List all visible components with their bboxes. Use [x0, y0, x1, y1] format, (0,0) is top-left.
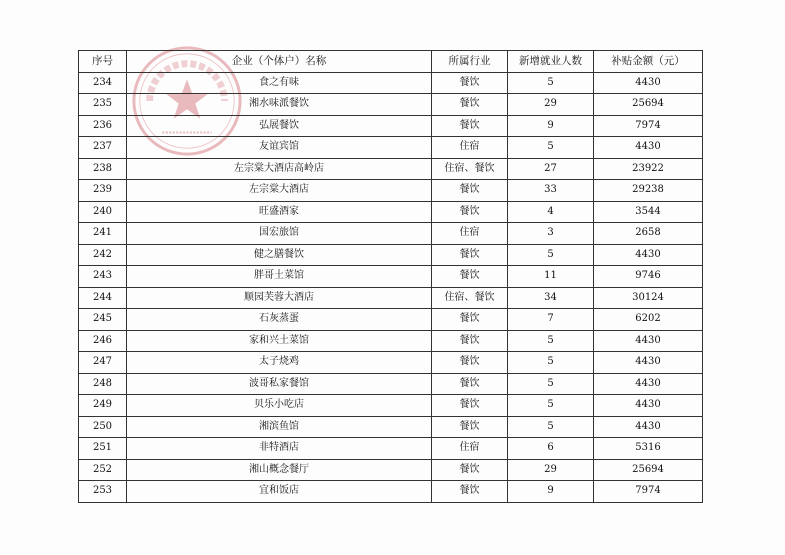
cell-industry: 餐饮 — [432, 395, 508, 417]
cell-industry: 餐饮 — [432, 330, 508, 352]
cell-serial-number: 238 — [79, 158, 127, 180]
cell-subsidy-amount: 7974 — [594, 481, 703, 503]
cell-enterprise-name: 湘水味派餐饮 — [127, 94, 432, 116]
cell-subsidy-amount: 4430 — [594, 137, 703, 159]
cell-industry: 餐饮 — [432, 115, 508, 137]
cell-serial-number: 245 — [79, 309, 127, 331]
cell-industry: 餐饮 — [432, 180, 508, 202]
cell-new-employment: 9 — [508, 115, 594, 137]
cell-subsidy-amount: 6202 — [594, 309, 703, 331]
cell-new-employment: 5 — [508, 373, 594, 395]
cell-new-employment: 27 — [508, 158, 594, 180]
table-row — [79, 266, 703, 288]
cell-enterprise-name: 左宗棠大酒店高岭店 — [127, 158, 432, 180]
cell-enterprise-name: 湘滨鱼馆 — [127, 416, 432, 438]
cell-enterprise-name: 健之膳餐饮 — [127, 244, 432, 266]
table-row — [79, 223, 703, 245]
cell-serial-number: 241 — [79, 223, 127, 245]
cell-enterprise-name: 食之有味 — [127, 72, 432, 94]
table-row — [79, 416, 703, 438]
cell-industry: 住宿 — [432, 438, 508, 460]
cell-enterprise-name: 宜和饭店 — [127, 481, 432, 503]
cell-subsidy-amount: 4430 — [594, 373, 703, 395]
cell-serial-number: 240 — [79, 201, 127, 223]
table-row — [79, 180, 703, 202]
cell-serial-number: 247 — [79, 352, 127, 374]
cell-subsidy-amount: 25694 — [594, 94, 703, 116]
subsidy-table — [78, 50, 703, 503]
cell-subsidy-amount: 4430 — [594, 72, 703, 94]
cell-enterprise-name: 友谊宾馆 — [127, 137, 432, 159]
cell-subsidy-amount: 4430 — [594, 395, 703, 417]
cell-subsidy-amount: 23922 — [594, 158, 703, 180]
cell-industry: 餐饮 — [432, 72, 508, 94]
cell-subsidy-amount: 4430 — [594, 244, 703, 266]
table-row — [79, 72, 703, 94]
cell-industry: 住宿 — [432, 223, 508, 245]
cell-new-employment: 11 — [508, 266, 594, 288]
table-row — [79, 158, 703, 180]
table-row — [79, 309, 703, 331]
cell-enterprise-name: 石灰蒸蛋 — [127, 309, 432, 331]
table-row — [79, 459, 703, 481]
cell-serial-number: 235 — [79, 94, 127, 116]
cell-serial-number: 252 — [79, 459, 127, 481]
cell-serial-number: 234 — [79, 72, 127, 94]
cell-industry: 餐饮 — [432, 201, 508, 223]
cell-subsidy-amount: 5316 — [594, 438, 703, 460]
cell-industry: 餐饮 — [432, 94, 508, 116]
cell-serial-number: 249 — [79, 395, 127, 417]
table-row — [79, 438, 703, 460]
cell-subsidy-amount: 30124 — [594, 287, 703, 309]
table-row — [79, 137, 703, 159]
cell-subsidy-amount: 4430 — [594, 330, 703, 352]
cell-subsidy-amount: 3544 — [594, 201, 703, 223]
cell-serial-number: 242 — [79, 244, 127, 266]
cell-new-employment: 9 — [508, 481, 594, 503]
cell-enterprise-name: 胖哥土菜馆 — [127, 266, 432, 288]
cell-industry: 餐饮 — [432, 352, 508, 374]
header-subsidy-amount: 补贴金额（元） — [594, 51, 703, 73]
cell-industry: 餐饮 — [432, 481, 508, 503]
cell-new-employment: 5 — [508, 395, 594, 417]
cell-new-employment: 5 — [508, 244, 594, 266]
cell-enterprise-name: 弘展餐饮 — [127, 115, 432, 137]
cell-new-employment: 33 — [508, 180, 594, 202]
cell-industry: 住宿、餐饮 — [432, 287, 508, 309]
header-new-employment: 新增就业人数 — [508, 51, 594, 73]
cell-new-employment: 29 — [508, 94, 594, 116]
cell-new-employment: 4 — [508, 201, 594, 223]
table-row — [79, 373, 703, 395]
cell-industry: 餐饮 — [432, 373, 508, 395]
cell-enterprise-name: 太子烧鸡 — [127, 352, 432, 374]
cell-subsidy-amount: 29238 — [594, 180, 703, 202]
table-row — [79, 330, 703, 352]
cell-industry: 住宿 — [432, 137, 508, 159]
table-header-row — [79, 51, 703, 73]
cell-subsidy-amount: 4430 — [594, 352, 703, 374]
cell-serial-number: 251 — [79, 438, 127, 460]
cell-serial-number: 239 — [79, 180, 127, 202]
cell-serial-number: 244 — [79, 287, 127, 309]
cell-industry: 餐饮 — [432, 266, 508, 288]
cell-enterprise-name: 旺盛酒家 — [127, 201, 432, 223]
cell-subsidy-amount: 7974 — [594, 115, 703, 137]
cell-new-employment: 5 — [508, 72, 594, 94]
table-row — [79, 115, 703, 137]
cell-new-employment: 3 — [508, 223, 594, 245]
cell-subsidy-amount: 2658 — [594, 223, 703, 245]
cell-enterprise-name: 非特酒店 — [127, 438, 432, 460]
cell-enterprise-name: 贝乐小吃店 — [127, 395, 432, 417]
cell-new-employment: 29 — [508, 459, 594, 481]
cell-enterprise-name: 家和兴土菜馆 — [127, 330, 432, 352]
header-serial-number: 序号 — [79, 51, 127, 73]
cell-industry: 餐饮 — [432, 244, 508, 266]
cell-serial-number: 253 — [79, 481, 127, 503]
cell-industry: 餐饮 — [432, 416, 508, 438]
table-row — [79, 244, 703, 266]
cell-serial-number: 237 — [79, 137, 127, 159]
cell-serial-number: 250 — [79, 416, 127, 438]
cell-industry: 餐饮 — [432, 459, 508, 481]
cell-new-employment: 5 — [508, 352, 594, 374]
table-row — [79, 481, 703, 503]
cell-serial-number: 246 — [79, 330, 127, 352]
cell-enterprise-name: 顺园芙蓉大酒店 — [127, 287, 432, 309]
cell-enterprise-name: 波哥私家餐馆 — [127, 373, 432, 395]
cell-industry: 住宿、餐饮 — [432, 158, 508, 180]
cell-subsidy-amount: 9746 — [594, 266, 703, 288]
header-industry: 所属行业 — [432, 51, 508, 73]
cell-serial-number: 248 — [79, 373, 127, 395]
cell-new-employment: 6 — [508, 438, 594, 460]
cell-new-employment: 5 — [508, 330, 594, 352]
table-row — [79, 94, 703, 116]
cell-new-employment: 7 — [508, 309, 594, 331]
cell-new-employment: 34 — [508, 287, 594, 309]
table-row — [79, 287, 703, 309]
cell-enterprise-name: 左宗棠大酒店 — [127, 180, 432, 202]
cell-serial-number: 236 — [79, 115, 127, 137]
table-row — [79, 201, 703, 223]
cell-new-employment: 5 — [508, 416, 594, 438]
cell-serial-number: 243 — [79, 266, 127, 288]
cell-enterprise-name: 湘山概念餐厅 — [127, 459, 432, 481]
table-row — [79, 352, 703, 374]
cell-subsidy-amount: 25694 — [594, 459, 703, 481]
table-row — [79, 395, 703, 417]
header-enterprise-name: 企业（个体户）名称 — [127, 51, 432, 73]
cell-industry: 餐饮 — [432, 309, 508, 331]
cell-new-employment: 5 — [508, 137, 594, 159]
cell-enterprise-name: 国宏旅馆 — [127, 223, 432, 245]
cell-subsidy-amount: 4430 — [594, 416, 703, 438]
